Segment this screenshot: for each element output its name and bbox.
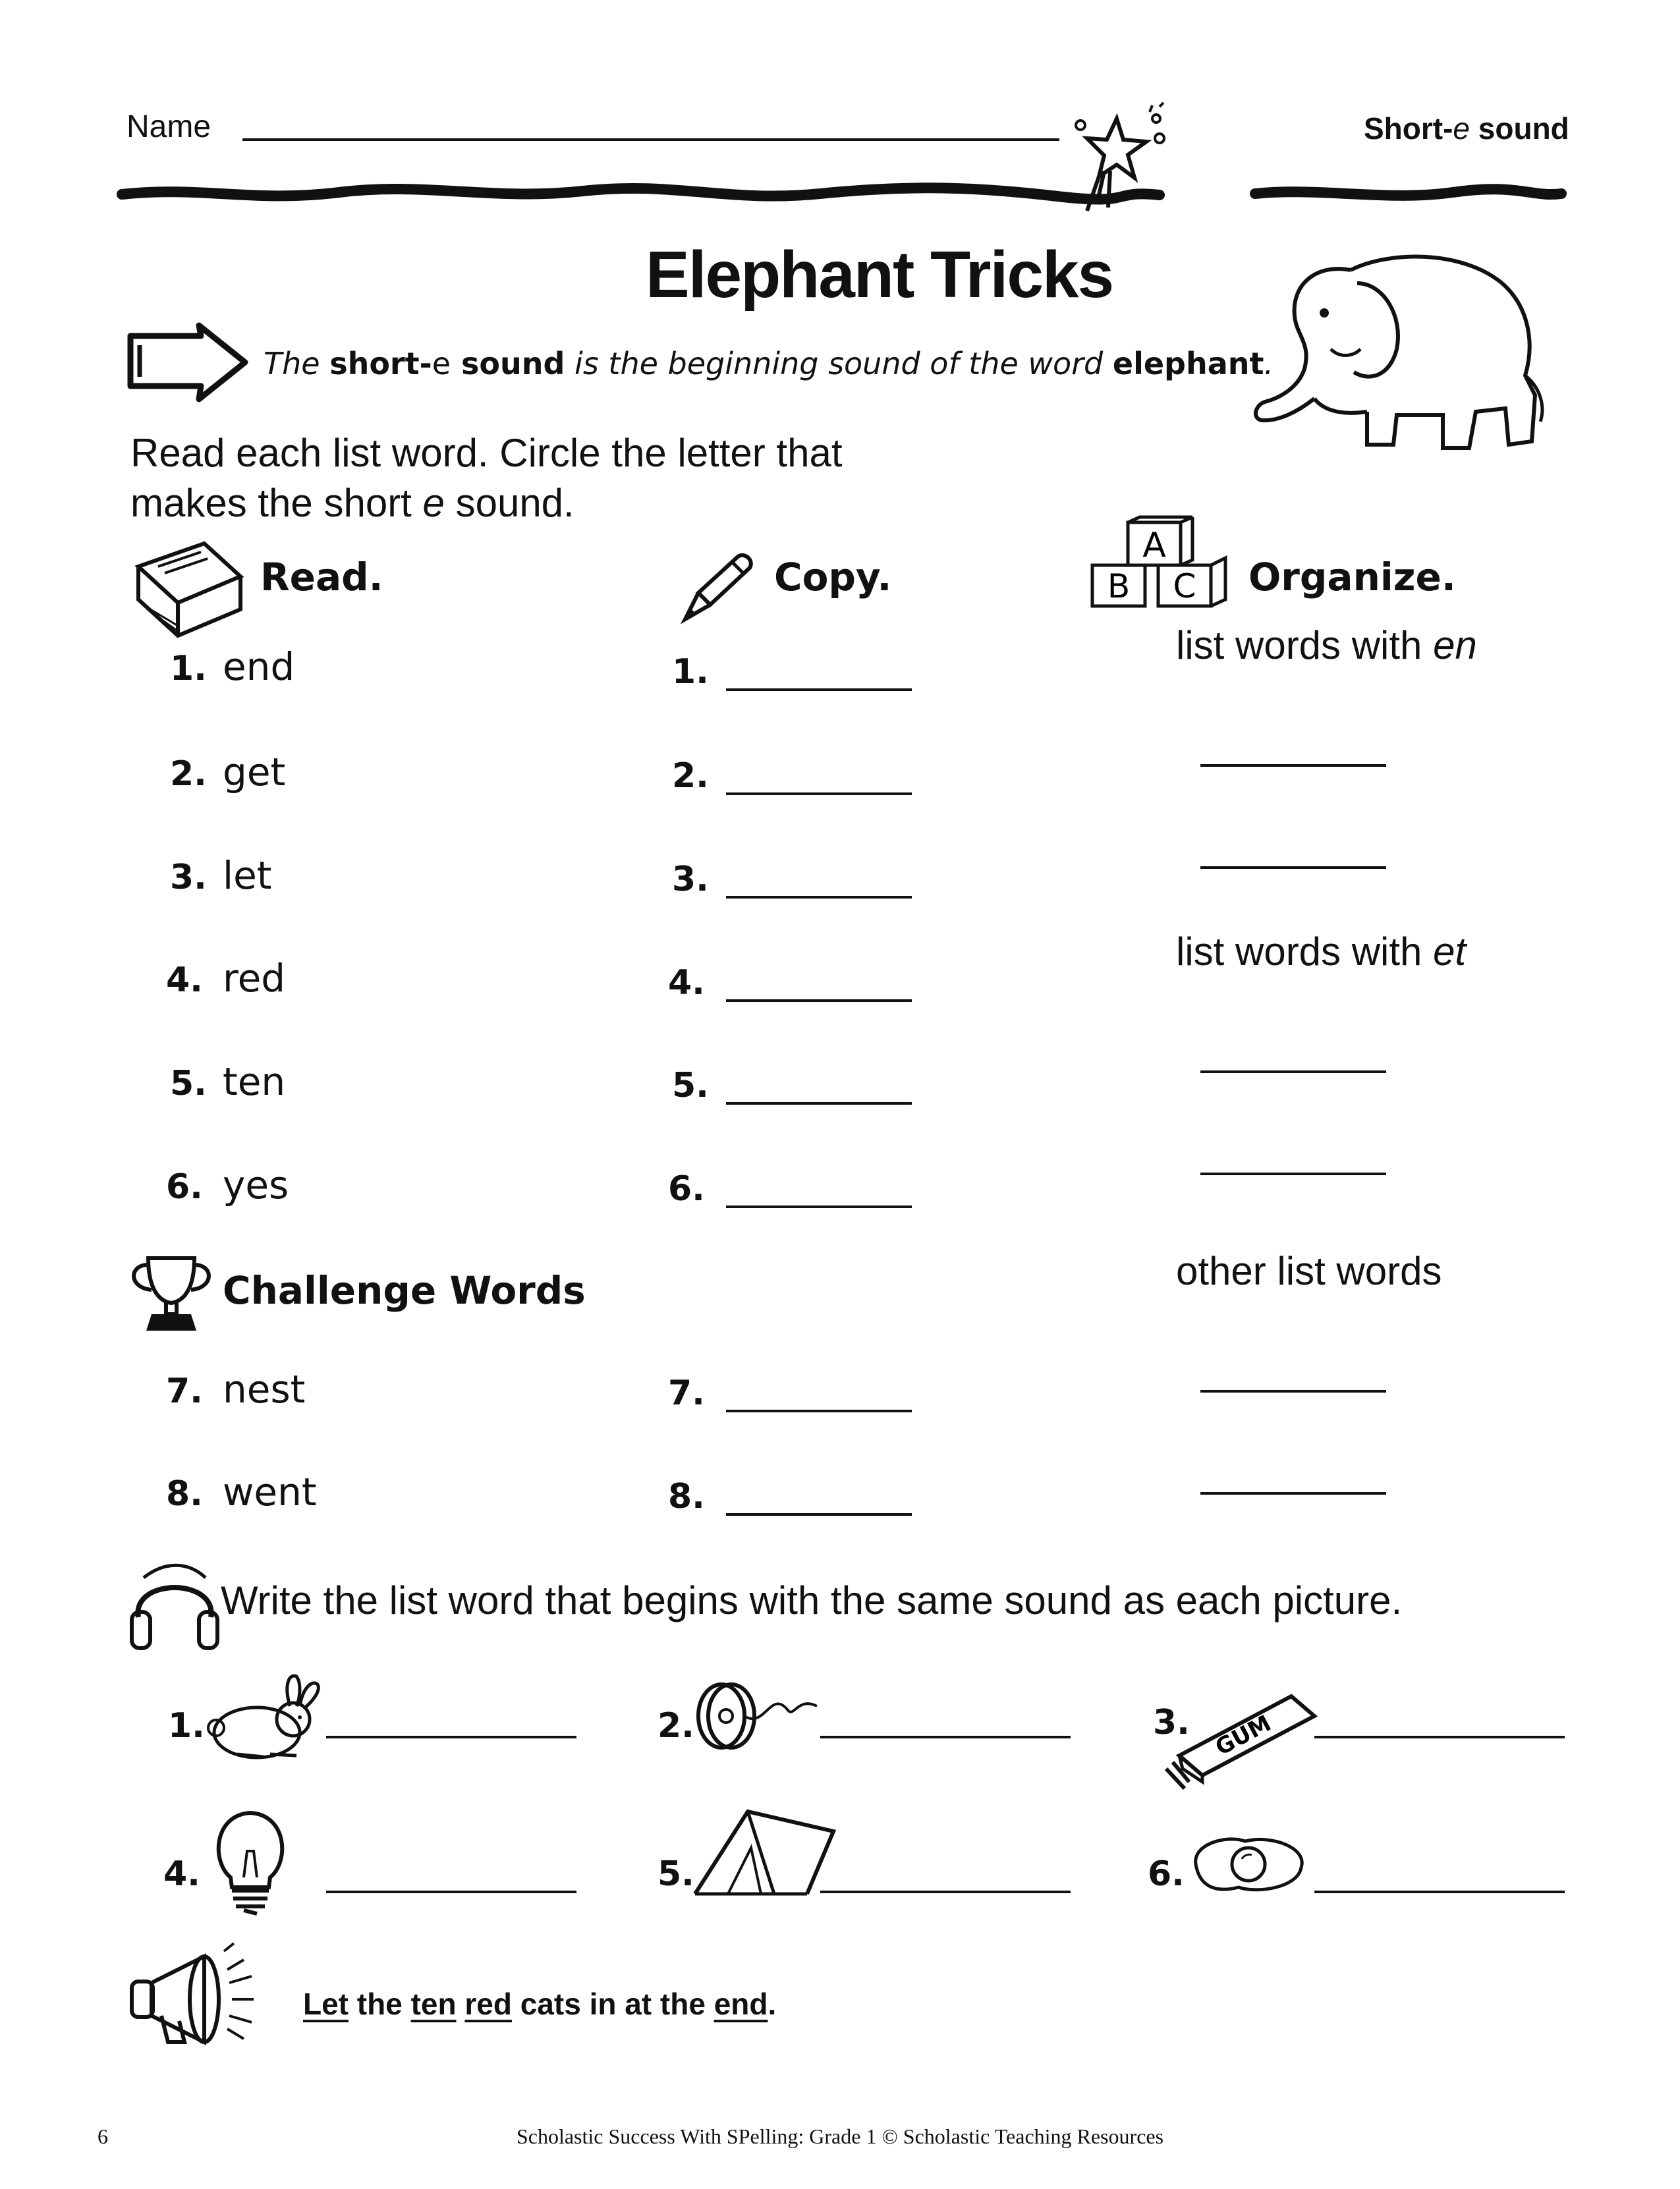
- read-word-3[interactable]: let: [223, 853, 272, 898]
- megaphone-icon: [125, 1943, 270, 2055]
- footer-credit: Scholastic Success With SPelling: Grade 1 © Scholastic Teaching Resources: [516, 2124, 1164, 2148]
- copy-num-8: 8.: [668, 1477, 705, 1516]
- elephant-icon: [1225, 244, 1555, 468]
- copy-blank-3[interactable]: [726, 896, 912, 899]
- pic-blank-1[interactable]: [326, 1736, 576, 1738]
- copy-blank-2[interactable]: [726, 792, 912, 795]
- read-num-6: 6.: [166, 1167, 203, 1207]
- pic-blank-3[interactable]: [1314, 1736, 1565, 1738]
- trophy-icon: [125, 1252, 217, 1337]
- read-num-1: 1.: [170, 649, 207, 688]
- pic-num-5: 5.: [658, 1854, 694, 1894]
- read-word-8[interactable]: went: [223, 1470, 317, 1514]
- organize-heading: Organize.: [1248, 555, 1456, 599]
- copy-blank-4[interactable]: [726, 999, 912, 1002]
- copy-num-5: 5.: [672, 1066, 709, 1105]
- block-letter-c: C: [1173, 567, 1196, 605]
- gum-label: GUM: [1211, 1710, 1276, 1761]
- rule-text: The short-e sound is the beginning sound of the word elephant.: [264, 346, 1274, 381]
- read-num-8: 8.: [166, 1474, 203, 1514]
- read-num-3: 3.: [170, 858, 207, 897]
- name-line[interactable]: [242, 138, 1059, 141]
- pic-num-3: 3.: [1153, 1703, 1190, 1742]
- egg-icon: [1186, 1831, 1311, 1897]
- read-heading: Read.: [260, 555, 383, 599]
- organize-blank-other-2[interactable]: [1200, 1492, 1386, 1495]
- organize-blank-et-2[interactable]: [1200, 1173, 1386, 1175]
- organize-blank-en-1[interactable]: [1200, 764, 1386, 767]
- copy-blank-5[interactable]: [726, 1102, 912, 1105]
- copy-num-3: 3.: [672, 860, 709, 899]
- copy-num-2: 2.: [672, 756, 709, 796]
- copy-num-4: 4.: [668, 963, 705, 1003]
- organize-group-other: other list words: [1176, 1249, 1442, 1293]
- pic-blank-5[interactable]: [820, 1891, 1071, 1893]
- rabbit-icon: [198, 1670, 329, 1762]
- read-word-7[interactable]: nest: [223, 1367, 306, 1412]
- copy-blank-6[interactable]: [726, 1205, 912, 1208]
- read-word-2[interactable]: get: [223, 750, 286, 794]
- decorative-rule: [122, 178, 1561, 211]
- practice-sentence: Let the ten red cats in at the end.: [303, 1987, 777, 2021]
- pic-blank-4[interactable]: [326, 1891, 576, 1893]
- read-word-6[interactable]: yes: [223, 1163, 289, 1207]
- tent-icon: [688, 1802, 840, 1900]
- pencil-icon: [672, 547, 764, 626]
- blocks-icon: [1087, 517, 1239, 609]
- organize-group-en: list words with en: [1176, 623, 1477, 667]
- read-word-1[interactable]: end: [223, 644, 295, 689]
- read-word-5[interactable]: ten: [223, 1059, 286, 1104]
- read-num-4: 4.: [166, 960, 203, 1000]
- copy-blank-8[interactable]: [726, 1513, 912, 1516]
- page-number: 6: [98, 2124, 108, 2148]
- block-letter-b: B: [1107, 567, 1131, 605]
- challenge-heading: Challenge Words: [223, 1268, 586, 1313]
- copy-num-1: 1.: [672, 652, 709, 692]
- topic-label: Short-e sound: [1364, 111, 1569, 146]
- read-num-5: 5.: [170, 1064, 207, 1103]
- copy-num-7: 7.: [668, 1373, 705, 1413]
- pic-num-4: 4.: [163, 1854, 200, 1894]
- pic-num-6: 6.: [1148, 1854, 1185, 1894]
- organize-blank-et-1[interactable]: [1200, 1070, 1386, 1073]
- instructions: Read each list word. Circle the letter that makes the short e sound.: [130, 431, 843, 525]
- pic-num-2: 2.: [658, 1706, 694, 1746]
- pic-blank-2[interactable]: [820, 1736, 1071, 1738]
- organize-group-et: list words with et: [1176, 929, 1467, 974]
- copy-num-6: 6.: [668, 1169, 705, 1209]
- copy-blank-7[interactable]: [726, 1410, 912, 1412]
- copy-blank-1[interactable]: [726, 688, 912, 691]
- read-word-4[interactable]: red: [223, 956, 286, 1001]
- name-label: Name: [126, 109, 211, 144]
- organize-blank-other-1[interactable]: [1200, 1390, 1386, 1393]
- book-icon: [132, 540, 250, 639]
- yo-yo-icon: [685, 1676, 830, 1756]
- read-num-7: 7.: [166, 1372, 203, 1411]
- copy-heading: Copy.: [774, 555, 892, 599]
- read-num-2: 2.: [170, 754, 207, 794]
- gum-icon: [1160, 1676, 1324, 1795]
- arrow-icon: [125, 321, 250, 404]
- organize-blank-en-2[interactable]: [1200, 866, 1386, 869]
- page-title: Elephant Tricks: [646, 238, 1113, 312]
- pic-num-1: 1.: [168, 1706, 205, 1746]
- headphones-icon: [125, 1558, 224, 1657]
- block-letter-a: A: [1142, 526, 1166, 565]
- light-bulb-icon: [204, 1805, 303, 1917]
- picture-task: Write the list word that begins with the same sound as each picture.: [221, 1578, 1403, 1622]
- pic-blank-6[interactable]: [1314, 1891, 1565, 1893]
